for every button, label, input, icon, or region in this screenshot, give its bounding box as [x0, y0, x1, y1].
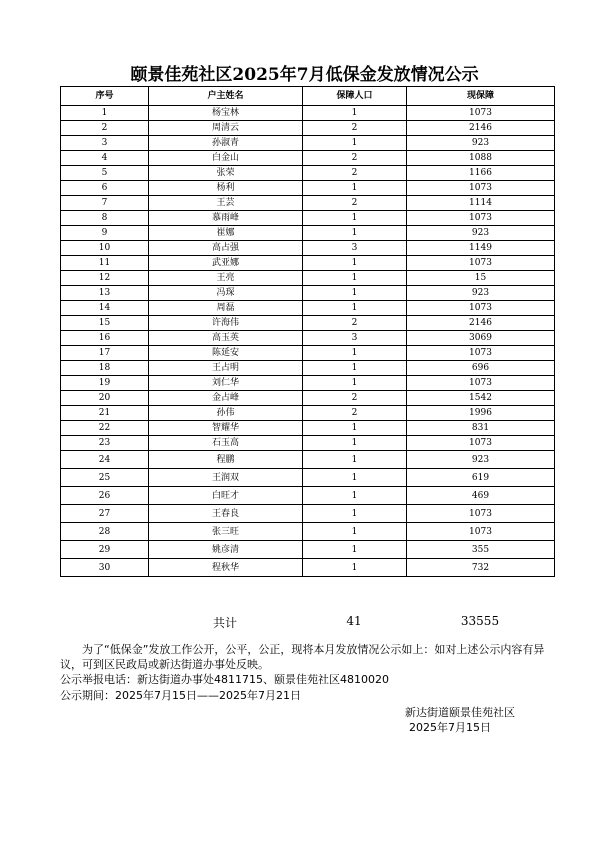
cell-serial: 26	[61, 487, 149, 505]
cell-householder-name: 周磊	[149, 301, 303, 316]
cell-current-allowance: 1542	[407, 391, 555, 406]
table-row	[61, 286, 555, 301]
cell-covered-people: 1	[303, 559, 407, 577]
cell-covered-people: 1	[303, 211, 407, 226]
cell-current-allowance: 1088	[407, 151, 555, 166]
cell-current-allowance: 923	[407, 286, 555, 301]
cell-householder-name: 张荣	[149, 166, 303, 181]
cell-covered-people: 2	[303, 166, 407, 181]
cell-serial: 22	[61, 421, 149, 436]
table-row	[61, 346, 555, 361]
cell-covered-people: 1	[303, 451, 407, 469]
signature-date: 2025年7月15日	[409, 721, 491, 734]
cell-covered-people: 1	[303, 286, 407, 301]
cell-current-allowance: 1166	[407, 166, 555, 181]
cell-serial: 5	[61, 166, 149, 181]
cell-serial: 30	[61, 559, 149, 577]
table-row	[61, 151, 555, 166]
cell-householder-name: 白金山	[149, 151, 303, 166]
cell-serial: 13	[61, 286, 149, 301]
signature-org: 新达街道颐景佳苑社区	[405, 706, 515, 719]
totals-label: 共计	[212, 616, 237, 630]
cell-serial: 9	[61, 226, 149, 241]
report-phone-line: 公示举报电话：新达街道办事处4811715、颐景佳苑社区4810020	[60, 673, 389, 686]
table-row	[61, 391, 555, 406]
cell-covered-people: 1	[303, 523, 407, 541]
cell-current-allowance: 469	[407, 487, 555, 505]
cell-covered-people: 1	[303, 361, 407, 376]
cell-covered-people: 1	[303, 487, 407, 505]
table-row	[61, 121, 555, 136]
cell-current-allowance: 1996	[407, 406, 555, 421]
cell-serial: 1	[61, 106, 149, 121]
cell-covered-people: 1	[303, 106, 407, 121]
cell-covered-people: 3	[303, 331, 407, 346]
table-row	[61, 316, 555, 331]
cell-serial: 3	[61, 136, 149, 151]
cell-serial: 24	[61, 451, 149, 469]
table-row	[61, 469, 555, 487]
cell-covered-people: 2	[303, 196, 407, 211]
header-covered-people: 保障人口	[303, 87, 407, 106]
table-row	[61, 256, 555, 271]
cell-householder-name: 金占峰	[149, 391, 303, 406]
cell-covered-people: 1	[303, 226, 407, 241]
table-row	[61, 271, 555, 286]
cell-householder-name: 程鹏	[149, 451, 303, 469]
table-row	[61, 436, 555, 451]
cell-householder-name: 王润双	[149, 469, 303, 487]
cell-covered-people: 1	[303, 541, 407, 559]
cell-serial: 8	[61, 211, 149, 226]
table-row	[61, 166, 555, 181]
cell-householder-name: 程秋华	[149, 559, 303, 577]
cell-householder-name: 武亚娜	[149, 256, 303, 271]
publicity-period-line: 公示期间：2025年7月15日——2025年7月21日	[60, 689, 301, 702]
table-row	[61, 196, 555, 211]
cell-serial: 28	[61, 523, 149, 541]
cell-current-allowance: 732	[407, 559, 555, 577]
cell-householder-name: 孙伟	[149, 406, 303, 421]
table-row	[61, 301, 555, 316]
totals-people: 41	[346, 614, 362, 628]
cell-householder-name: 杨利	[149, 181, 303, 196]
table-row	[61, 181, 555, 196]
cell-covered-people: 1	[303, 346, 407, 361]
cell-covered-people: 1	[303, 421, 407, 436]
cell-serial: 23	[61, 436, 149, 451]
cell-covered-people: 2	[303, 121, 407, 136]
cell-householder-name: 许海伟	[149, 316, 303, 331]
header-current-allowance: 现保障	[407, 87, 555, 106]
cell-covered-people: 1	[303, 301, 407, 316]
cell-covered-people: 1	[303, 256, 407, 271]
table-row	[61, 541, 555, 559]
cell-householder-name: 张三旺	[149, 523, 303, 541]
cell-householder-name: 王春良	[149, 505, 303, 523]
cell-covered-people: 1	[303, 376, 407, 391]
cell-householder-name: 杨宝林	[149, 106, 303, 121]
cell-householder-name: 高占强	[149, 241, 303, 256]
table-row	[61, 241, 555, 256]
header-serial: 序号	[61, 87, 149, 106]
cell-householder-name: 崔娜	[149, 226, 303, 241]
cell-serial: 21	[61, 406, 149, 421]
cell-covered-people: 1	[303, 469, 407, 487]
cell-current-allowance: 923	[407, 136, 555, 151]
cell-current-allowance: 619	[407, 469, 555, 487]
cell-current-allowance: 1073	[407, 211, 555, 226]
cell-covered-people: 1	[303, 181, 407, 196]
header-householder-name: 户主姓名	[149, 87, 303, 106]
cell-current-allowance: 1073	[407, 436, 555, 451]
totals-amount: 33555	[460, 614, 500, 628]
cell-serial: 2	[61, 121, 149, 136]
cell-current-allowance: 1073	[407, 346, 555, 361]
page-title: 颐景佳苑社区2025年7月低保金发放情况公示	[130, 65, 479, 85]
cell-serial: 25	[61, 469, 149, 487]
cell-serial: 17	[61, 346, 149, 361]
cell-householder-name: 陈延安	[149, 346, 303, 361]
cell-serial: 16	[61, 331, 149, 346]
table-row	[61, 361, 555, 376]
cell-current-allowance: 1149	[407, 241, 555, 256]
cell-covered-people: 1	[303, 271, 407, 286]
notice-paragraph: 为了“低保金”发放工作公开，公平，公正，现将本月发放情况公示如上：如对上述公示内容有异议，可到区民政局或新达街道办事处反映。	[60, 643, 545, 671]
table-row	[61, 226, 555, 241]
cell-covered-people: 3	[303, 241, 407, 256]
cell-serial: 14	[61, 301, 149, 316]
cell-householder-name: 慕雨峰	[149, 211, 303, 226]
cell-current-allowance: 1114	[407, 196, 555, 211]
cell-current-allowance: 923	[407, 226, 555, 241]
cell-serial: 27	[61, 505, 149, 523]
cell-serial: 10	[61, 241, 149, 256]
cell-covered-people: 2	[303, 406, 407, 421]
cell-serial: 29	[61, 541, 149, 559]
cell-serial: 11	[61, 256, 149, 271]
table-row	[61, 406, 555, 421]
table-row	[61, 211, 555, 226]
cell-serial: 19	[61, 376, 149, 391]
cell-serial: 6	[61, 181, 149, 196]
table-row	[61, 451, 555, 469]
cell-covered-people: 1	[303, 436, 407, 451]
cell-covered-people: 1	[303, 505, 407, 523]
cell-current-allowance: 696	[407, 361, 555, 376]
cell-serial: 7	[61, 196, 149, 211]
cell-current-allowance: 1073	[407, 181, 555, 196]
cell-current-allowance: 1073	[407, 505, 555, 523]
table-row	[61, 487, 555, 505]
cell-current-allowance: 2146	[407, 316, 555, 331]
allowance-table	[60, 86, 555, 577]
cell-current-allowance: 1073	[407, 376, 555, 391]
totals-row	[60, 614, 554, 630]
cell-covered-people: 1	[303, 136, 407, 151]
table-row	[61, 421, 555, 436]
table-row	[61, 106, 555, 121]
table-row	[61, 376, 555, 391]
cell-householder-name: 王芸	[149, 196, 303, 211]
cell-covered-people: 2	[303, 316, 407, 331]
cell-serial: 18	[61, 361, 149, 376]
cell-householder-name: 石玉高	[149, 436, 303, 451]
cell-householder-name: 王亮	[149, 271, 303, 286]
table-row	[61, 523, 555, 541]
cell-householder-name: 周清云	[149, 121, 303, 136]
cell-householder-name: 姚彦清	[149, 541, 303, 559]
cell-current-allowance: 1073	[407, 523, 555, 541]
cell-current-allowance: 15	[407, 271, 555, 286]
cell-householder-name: 高玉英	[149, 331, 303, 346]
cell-serial: 20	[61, 391, 149, 406]
table-row	[61, 559, 555, 577]
table-body	[61, 106, 555, 577]
cell-householder-name: 冯琛	[149, 286, 303, 301]
cell-current-allowance: 3069	[407, 331, 555, 346]
cell-current-allowance: 923	[407, 451, 555, 469]
cell-covered-people: 2	[303, 391, 407, 406]
cell-current-allowance: 831	[407, 421, 555, 436]
cell-householder-name: 王占明	[149, 361, 303, 376]
cell-current-allowance: 2146	[407, 121, 555, 136]
table-row	[61, 136, 555, 151]
table-header-row	[61, 87, 555, 106]
cell-serial: 12	[61, 271, 149, 286]
cell-householder-name: 刘仁华	[149, 376, 303, 391]
cell-householder-name: 白旺才	[149, 487, 303, 505]
cell-current-allowance: 1073	[407, 301, 555, 316]
cell-current-allowance: 355	[407, 541, 555, 559]
table-row	[61, 331, 555, 346]
cell-householder-name: 孙淑青	[149, 136, 303, 151]
cell-serial: 15	[61, 316, 149, 331]
table-row	[61, 505, 555, 523]
cell-covered-people: 2	[303, 151, 407, 166]
cell-householder-name: 智耀华	[149, 421, 303, 436]
cell-current-allowance: 1073	[407, 256, 555, 271]
cell-current-allowance: 1073	[407, 106, 555, 121]
cell-serial: 4	[61, 151, 149, 166]
